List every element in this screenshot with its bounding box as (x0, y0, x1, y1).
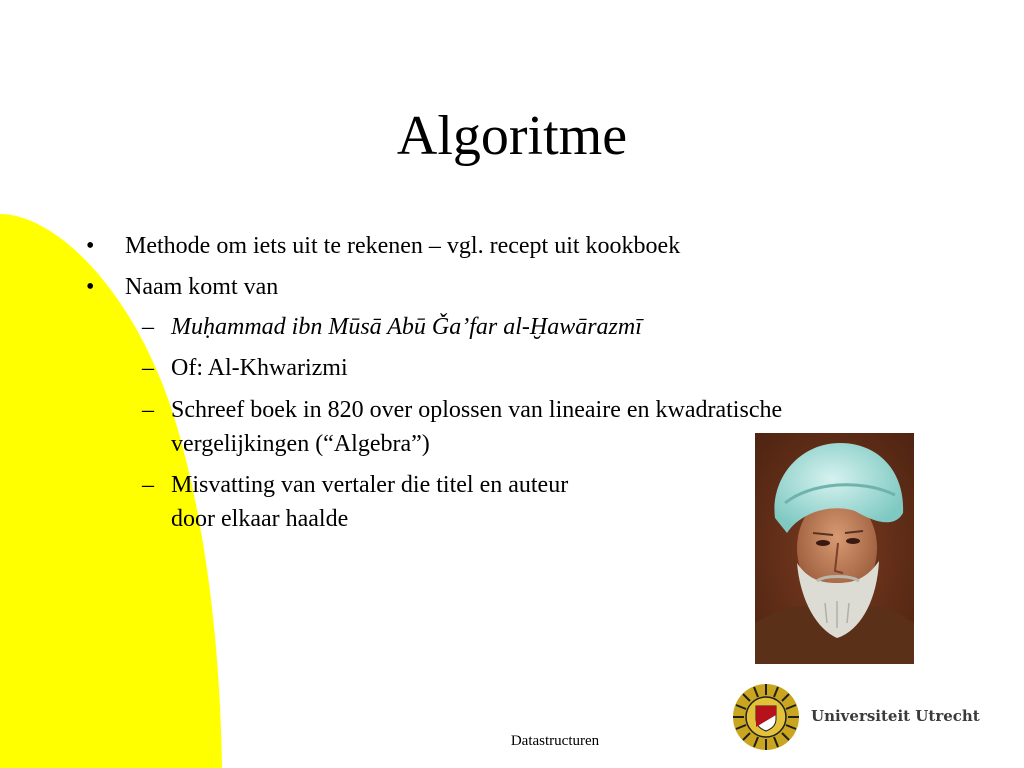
slide-title: Algoritme (396, 105, 628, 167)
bullet-item: Methode om iets uit te rekenen – vgl. recept uit kookboek (125, 233, 681, 259)
subbullet-item-line2: door elkaar haalde (171, 506, 349, 532)
subbullet-item-line1: Misvatting van vertaler die titel en auteur (171, 472, 569, 498)
bullet-item: Naam komt van (125, 274, 279, 300)
bullet-marker: • (86, 274, 95, 300)
footer-course-name: Datastructuren (510, 733, 600, 749)
bullet-marker: • (86, 233, 95, 259)
subbullet-item-line2: vergelijkingen (“Algebra”) (171, 431, 430, 457)
sun-seal-logo-icon (731, 682, 801, 752)
subbullet-marker: – (142, 314, 154, 340)
subbullet-item-line1: Schreef boek in 820 over oplossen van lineaire en kwadratische (171, 397, 783, 423)
university-name: Universiteit Utrecht (811, 707, 980, 725)
subbullet-marker: – (142, 397, 154, 423)
portrait-image (755, 433, 914, 664)
subbullet-marker: – (142, 355, 154, 381)
subbullet-item: Of: Al-Khwarizmi (171, 355, 348, 381)
subbullet-marker: – (142, 472, 154, 498)
subbullet-item: Muḥammad ibn Mūsā Abū Ǧa’far al-Ḫawārazmī (171, 314, 642, 340)
